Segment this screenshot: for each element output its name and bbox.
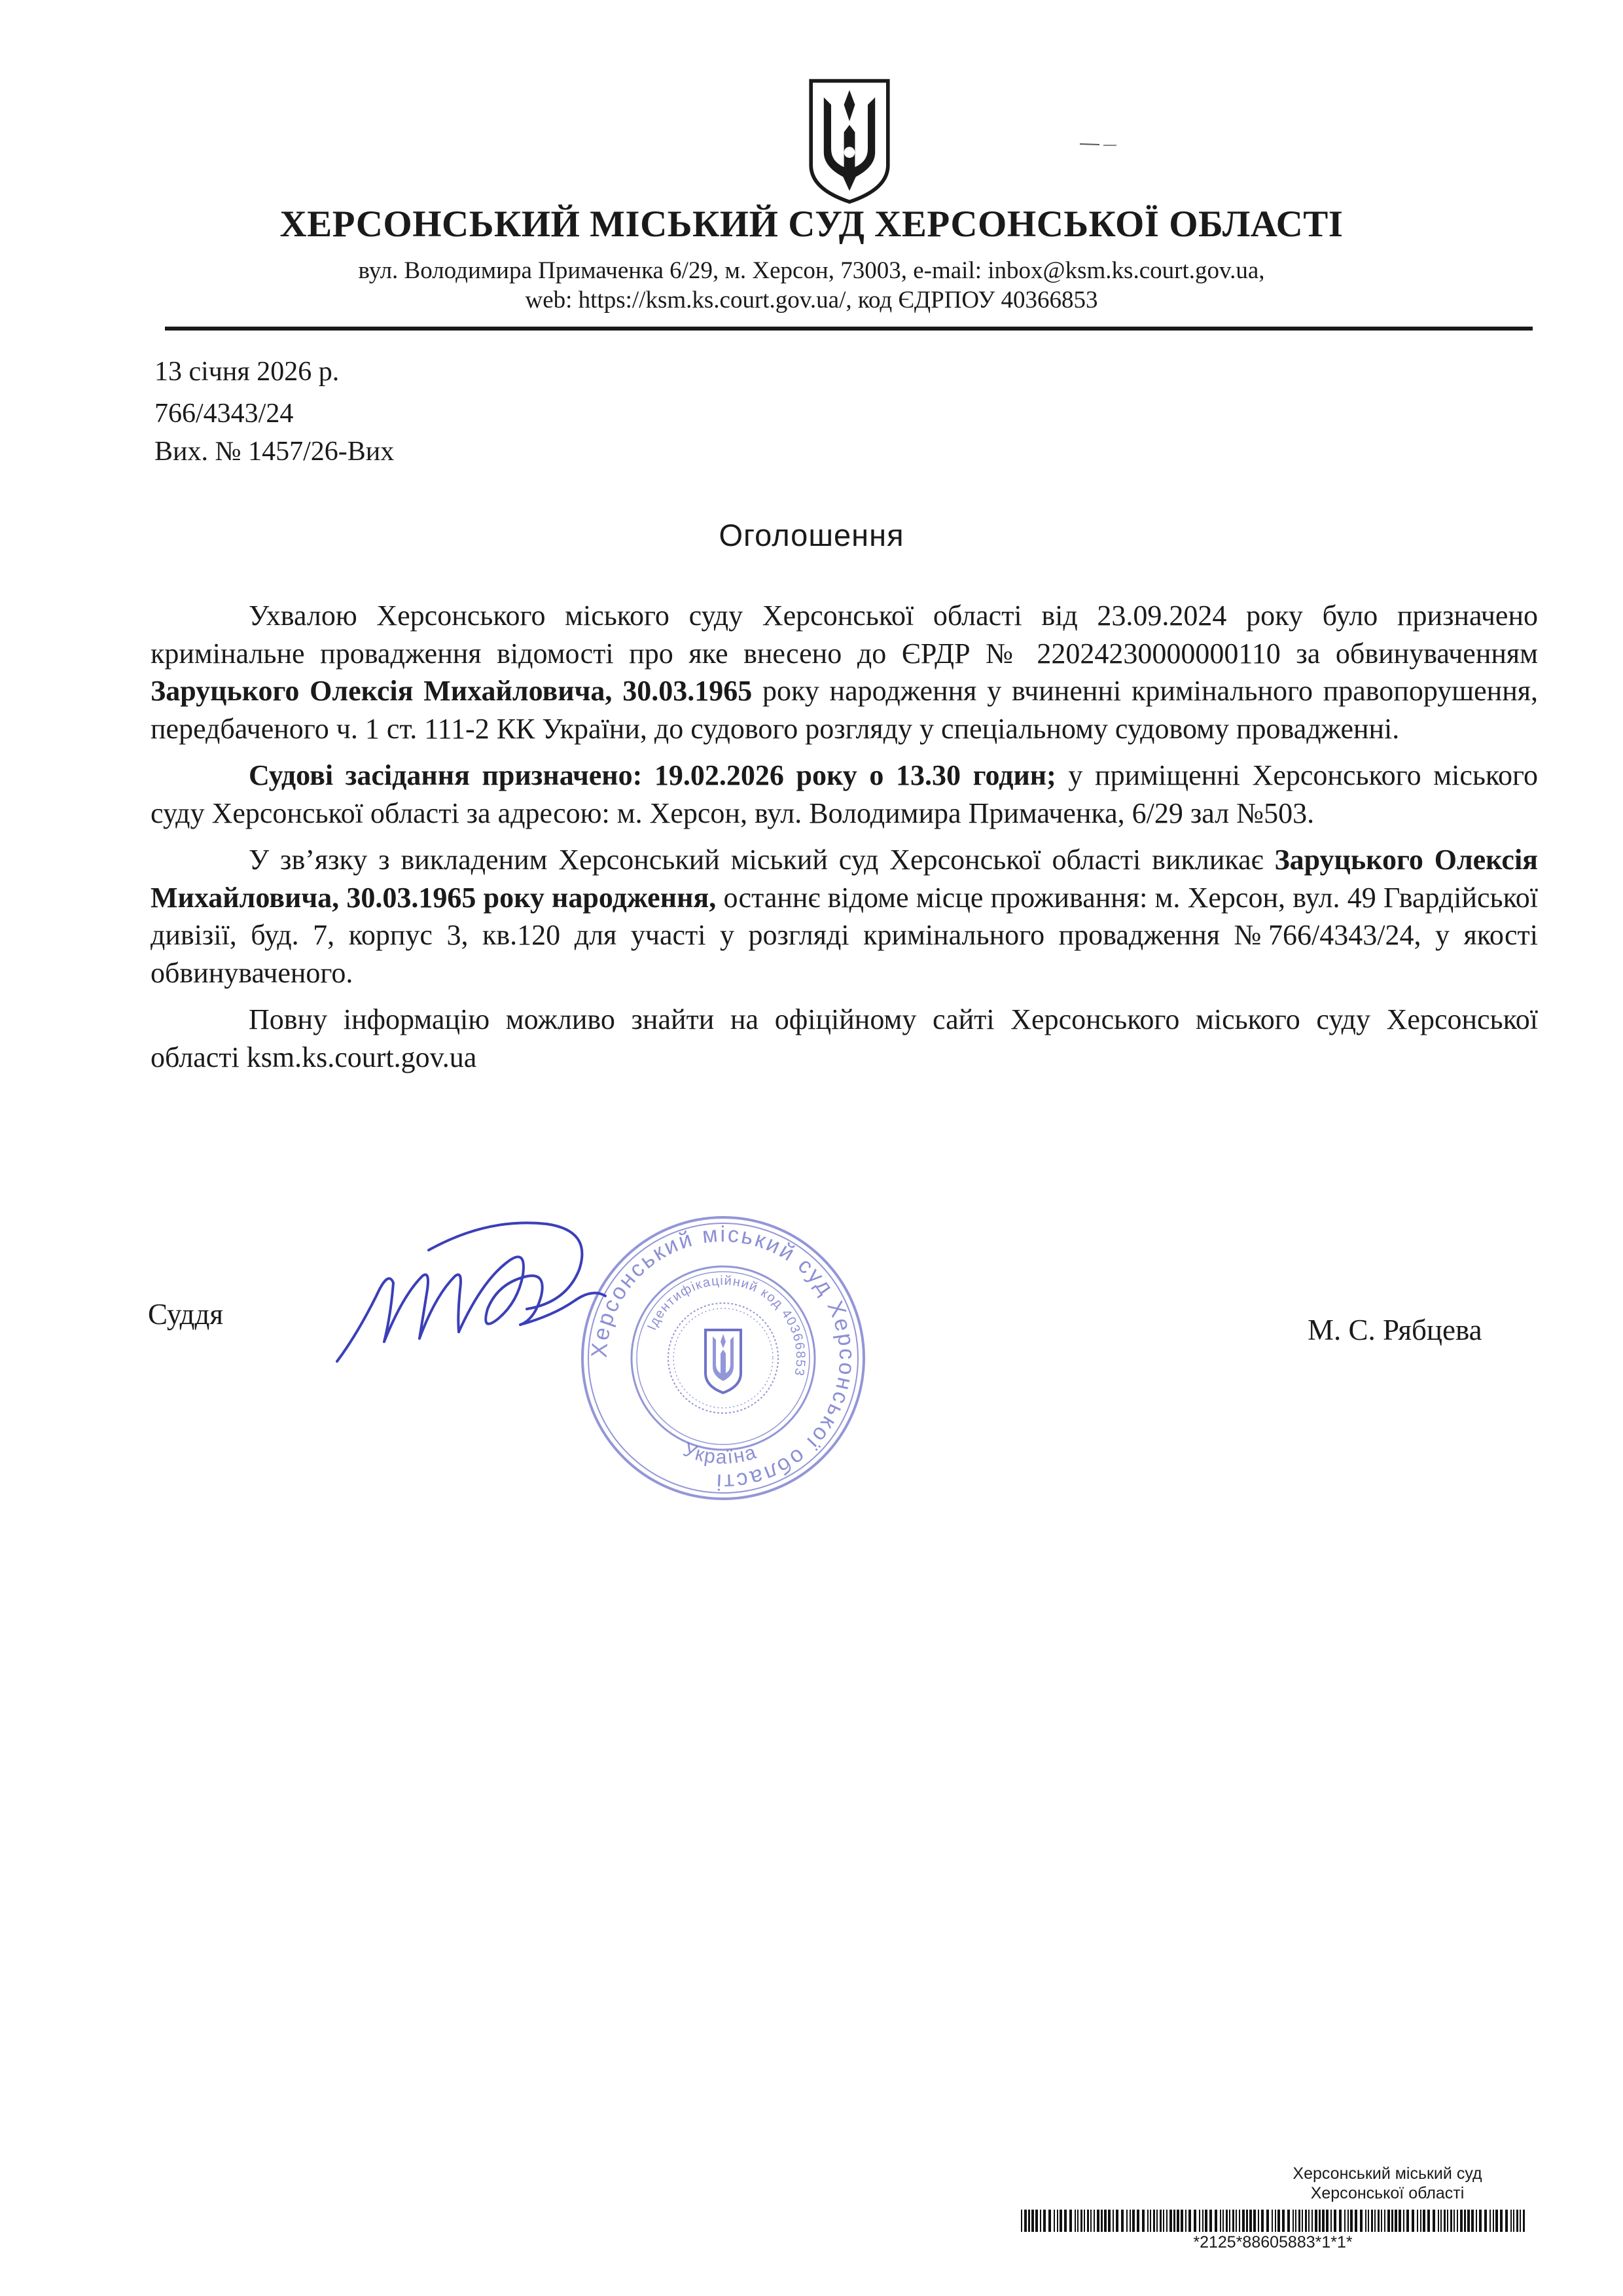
barcode-bar — [1087, 2210, 1089, 2232]
barcode-bar — [1232, 2210, 1234, 2232]
barcode-bar — [1080, 2210, 1082, 2232]
barcode-bar — [1147, 2210, 1149, 2232]
barcode-bar — [1137, 2210, 1139, 2232]
barcode-bar — [1334, 2210, 1336, 2232]
barcode-bar — [1319, 2210, 1321, 2232]
barcode-bar — [1298, 2210, 1300, 2232]
barcode-bar — [1444, 2210, 1446, 2232]
barcode-bar — [1057, 2210, 1058, 2232]
barcode-bar — [1209, 2210, 1212, 2232]
barcode-bar — [1277, 2210, 1280, 2232]
case-number: 766/4343/24 — [154, 399, 294, 429]
barcode-bar — [1484, 2210, 1487, 2232]
barcode-bar — [1163, 2210, 1164, 2232]
page-title: Оголошення — [719, 518, 904, 552]
barcode-bar — [1130, 2210, 1131, 2232]
barcode-bar — [1150, 2210, 1151, 2232]
barcode-bar — [1202, 2210, 1204, 2232]
barcode-bar — [1423, 2210, 1425, 2232]
barcode-bar — [1188, 2210, 1191, 2232]
barcode-bar — [1322, 2210, 1325, 2232]
barcode-bar — [1246, 2210, 1248, 2232]
barcode-bar — [1495, 2210, 1498, 2232]
barcode-bar — [1048, 2210, 1051, 2232]
barcode-bar — [1433, 2210, 1435, 2232]
court-web-and-code: web: https://ksm.ks.court.gov.ua/, код ЄДРПОУ 40366853 — [525, 287, 1098, 314]
barcode-bar — [1194, 2210, 1196, 2232]
barcode-bar — [1308, 2210, 1310, 2232]
barcode-bar — [1035, 2210, 1038, 2232]
seal-text-inner: Ідентифікаційний код 40366853 — [645, 1273, 808, 1378]
paragraph-ruling: Ухвалою Херсонського міського суду Херсонської області від 23.09.2024 року було призначено кримінальне провадження відомості про яке внесено до ЄРДР № 22024230000000110 за обвинуваченням Заруцького Олексія Михайловича, 30.03.1965 року народження у вчиненні кримінального правопорушення, передбаченого ч. 1 ст. 111-2 КК України, до судового розгляду у спеціальному судовому провадженні. — [151, 600, 1538, 745]
barcode-bar — [1464, 2210, 1466, 2232]
barcode-bar — [1031, 2210, 1034, 2232]
barcode-bar — [1199, 2210, 1200, 2232]
barcode-bar — [1177, 2210, 1179, 2232]
barcode-bar — [1460, 2210, 1463, 2232]
barcode-bar — [1387, 2210, 1390, 2232]
paragraph-summons: У зв’язку з викладеним Херсонський міський суд Херсонської області викликає Заруцького Олексія Михайловича, 30.03.1965 року народження, останнє відоме місце проживання: м. Херсон, вул. 49 Гвардійської дивізії, буд. 7, корпус 3, кв.120 для участі у розгляді кримінального провадження №766/4343/24, у якості обвинуваченого. — [151, 844, 1538, 989]
barcode-bar — [1142, 2210, 1145, 2232]
registration-office: Херсонський міський суд Херсонської області — [1293, 2164, 1482, 2202]
barcode-bar — [1384, 2210, 1385, 2232]
barcode-bar — [1094, 2210, 1095, 2232]
barcode-bar — [1412, 2210, 1414, 2232]
barcode-bar — [1261, 2210, 1264, 2232]
barcode-bar — [1090, 2210, 1092, 2232]
barcode-bar — [1315, 2210, 1317, 2232]
barcode-bar — [1302, 2210, 1303, 2232]
barcode-bar — [1113, 2210, 1114, 2232]
barcode-bar — [1479, 2210, 1482, 2232]
barcode-bar — [1126, 2210, 1128, 2232]
barcode-bar — [1024, 2210, 1027, 2232]
barcode-bar — [1064, 2210, 1067, 2232]
barcode-bar — [1438, 2210, 1439, 2232]
paragraph-hearing: Судові засідання призначено: 19.02.2026 року о 13.30 годин; у приміщенні Херсонського міського суду Херсонської області за адресою: м. Херсон, вул. Володимира Примаченка, 6/29 зал №503. — [151, 759, 1539, 829]
barcode-bar — [1287, 2210, 1290, 2232]
barcode-bar — [1427, 2210, 1430, 2232]
barcode-bar — [1500, 2210, 1503, 2232]
barcode-bar — [1236, 2210, 1237, 2232]
barcode-bar — [1295, 2210, 1296, 2232]
barcode-number: *2125*88605883*1*1* — [1193, 2233, 1353, 2251]
registration-barcode — [1021, 2210, 1525, 2232]
announcement-body — [151, 597, 1538, 1085]
barcode-bar — [1344, 2210, 1346, 2232]
barcode-bar — [1440, 2210, 1442, 2232]
barcode-bar — [1132, 2210, 1135, 2232]
barcode-bar — [1220, 2210, 1221, 2232]
seal-trident-icon — [705, 1330, 741, 1393]
barcode-bar — [1275, 2210, 1276, 2232]
barcode-bar — [1467, 2210, 1470, 2232]
barcode-bar — [1489, 2210, 1491, 2232]
judge-name: М. С. Рябцева — [1308, 1314, 1482, 1346]
barcode-bar — [1104, 2210, 1107, 2232]
barcode-bar — [1516, 2210, 1518, 2232]
judge-role: Суддя — [148, 1298, 224, 1331]
barcode-bar — [1391, 2210, 1393, 2232]
barcode-bar — [1450, 2210, 1452, 2232]
barcode-bar — [1355, 2210, 1357, 2232]
barcode-bar — [1166, 2210, 1168, 2232]
paragraph-info: Повну інформацію можливо знайти на офіційному сайті Херсонського міського суду Херсонської області ksm.ks.court.gov.ua — [151, 1003, 1538, 1073]
barcode-bar — [1239, 2210, 1240, 2232]
barcode-bar — [1069, 2210, 1072, 2232]
barcode-bar — [1258, 2210, 1259, 2232]
barcode-bar — [1040, 2210, 1041, 2232]
seal-text-bottom: Україна — [680, 1439, 760, 1469]
barcode-bar — [1253, 2210, 1256, 2232]
barcode-bar — [1156, 2210, 1158, 2232]
barcode-bar — [1101, 2210, 1103, 2232]
barcode-bar — [1169, 2210, 1172, 2232]
barcode-bar — [1417, 2210, 1418, 2232]
court-name: ХЕРСОНСЬКИЙ МІСЬКИЙ СУД ХЕРСОНСЬКОЇ ОБЛАСТІ — [279, 204, 1344, 245]
barcode-bar — [1360, 2210, 1363, 2232]
barcode-bar — [1520, 2210, 1521, 2232]
barcode-bar — [1365, 2210, 1366, 2232]
barcode-bar — [1242, 2210, 1245, 2232]
barcode-bar — [1523, 2210, 1525, 2232]
barcode-bar — [1420, 2210, 1421, 2232]
barcode-bar — [1215, 2210, 1217, 2232]
barcode-bar — [1075, 2210, 1076, 2232]
outgoing-number: Вих. № 1457/26-Вих — [154, 437, 395, 467]
barcode-bar — [1378, 2210, 1380, 2232]
barcode-bar — [1395, 2210, 1397, 2232]
ukrainian-trident-icon — [804, 77, 895, 206]
scan-speck — [1080, 143, 1116, 147]
barcode-bar — [1249, 2210, 1252, 2232]
barcode-bar — [1350, 2210, 1353, 2232]
document-date: 13 січня 2026 р. — [154, 357, 340, 387]
barcode-bar — [1368, 2210, 1369, 2232]
barcode-bar — [1347, 2210, 1349, 2232]
barcode-bar — [1457, 2210, 1458, 2232]
barcode-bar — [1513, 2210, 1514, 2232]
barcode-bar — [1116, 2210, 1118, 2232]
barcode-bar — [1326, 2210, 1329, 2232]
barcode-bar — [1293, 2210, 1294, 2232]
barcode-bar — [1406, 2210, 1409, 2232]
barcode-bar — [1471, 2210, 1474, 2232]
barcode-bar — [1305, 2210, 1307, 2232]
barcode-bar — [1160, 2210, 1162, 2232]
barcode-bar — [1028, 2210, 1030, 2232]
barcode-bar — [1454, 2210, 1455, 2232]
barcode-bar — [1374, 2210, 1376, 2232]
barcode-bar — [1054, 2210, 1055, 2232]
barcode-bar — [1108, 2210, 1111, 2232]
barcode-bar — [1371, 2210, 1373, 2232]
barcode-bar — [1043, 2210, 1046, 2232]
barcode-bar — [1399, 2210, 1401, 2232]
barcode-bar — [1403, 2210, 1404, 2232]
barcode-bar — [1077, 2210, 1079, 2232]
barcode-bar — [1222, 2210, 1224, 2232]
barcode-bar — [1226, 2210, 1228, 2232]
seal-text-outer: Херсонський міський суд Херсонської області — [586, 1221, 860, 1495]
barcode-bar — [1097, 2210, 1099, 2232]
barcode-bar — [1447, 2210, 1448, 2232]
barcode-bar — [1205, 2210, 1207, 2232]
judge-signature — [330, 1204, 612, 1374]
svg-text:Україна — [680, 1439, 759, 1468]
barcode-bar — [1185, 2210, 1186, 2232]
court-address: вул. Володимира Примаченка 6/29, м. Херсон, 73003, e-mail: inbox@ksm.ks.court.gov.ua, — [358, 257, 1265, 284]
barcode-bar — [1173, 2210, 1175, 2232]
barcode-bar — [1510, 2210, 1512, 2232]
barcode-bar — [1476, 2210, 1477, 2232]
barcode-bar — [1505, 2210, 1508, 2232]
barcode-bar — [1330, 2210, 1332, 2232]
barcode-bar — [1181, 2210, 1183, 2232]
barcode-bar — [1282, 2210, 1285, 2232]
barcode-bar — [1381, 2210, 1382, 2232]
barcode-bar — [1153, 2210, 1155, 2232]
barcode-bar — [1229, 2210, 1230, 2232]
barcode-bar — [1339, 2210, 1342, 2232]
barcode-bar — [1060, 2210, 1062, 2232]
barcode-bar — [1021, 2210, 1022, 2232]
barcode-bar — [1311, 2210, 1313, 2232]
barcode-bar — [1266, 2210, 1269, 2232]
barcode-bar — [1121, 2210, 1124, 2232]
header-divider — [165, 327, 1533, 331]
barcode-bar — [1493, 2210, 1494, 2232]
barcode-bar — [1084, 2210, 1085, 2232]
court-seal — [569, 1204, 877, 1512]
barcode-bar — [1272, 2210, 1273, 2232]
